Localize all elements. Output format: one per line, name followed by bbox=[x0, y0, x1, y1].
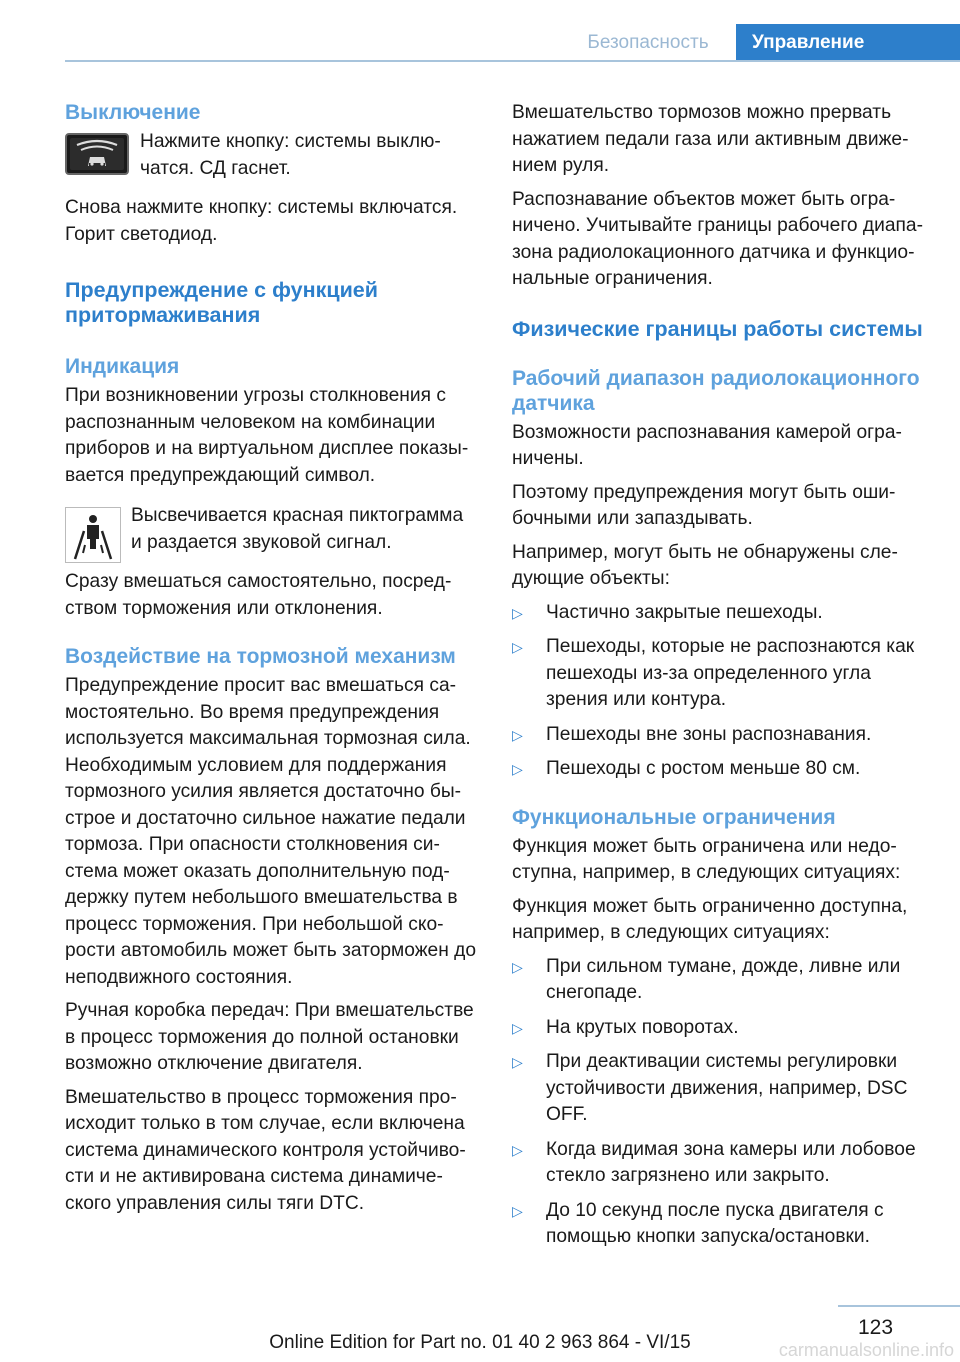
triangle-bullet-icon: ▷ bbox=[512, 761, 523, 777]
list-item: ▷ При деактивации системы регулировки устойчивости движения, например, DSC OFF. bbox=[512, 1051, 908, 1125]
range-paragraph-3: Например, могут быть не обнаружены следующие объекты: bbox=[512, 541, 898, 589]
collision-warning-button-icon bbox=[65, 133, 129, 175]
heading-indication: Индикация bbox=[65, 355, 180, 378]
heading-functional-limits: Функциональные ограничения bbox=[512, 805, 836, 829]
triangle-bullet-icon: ▷ bbox=[512, 726, 523, 743]
triangle-bullet-icon: ▷ bbox=[512, 1141, 523, 1158]
page-number-rule bbox=[838, 1305, 960, 1307]
heading-off: Выключение bbox=[65, 101, 201, 124]
off-text-2: Снова нажмите кнопку: системы включатся. Горит светодиод. bbox=[65, 197, 458, 245]
range-paragraph-1: Возможности распознавания камерой ограничены. bbox=[512, 421, 902, 469]
list-item: ▷ Пешеходы, которые не распознаются как пешеходы из-за определенного угла зрения или контура. bbox=[512, 636, 915, 710]
header-tab-safety: Безопасность bbox=[587, 32, 709, 53]
list-item: ▷ Когда видимая зона камеры или лобовое стекло загрязнено или закрыто. bbox=[512, 1138, 916, 1186]
intervene-text: Сразу вмешаться самостоятельно, посредством торможения или отклонения. bbox=[65, 571, 452, 619]
interrupt-text: Вмешательство тормозов можно прервать нажатием педали газа или активным движением руля. bbox=[512, 102, 909, 176]
button-icon-block bbox=[65, 129, 477, 185]
off-text: Нажмите кнопку: системы выключатся. СД гаснет. bbox=[140, 131, 441, 179]
situations-list bbox=[512, 954, 932, 1251]
objects-list bbox=[512, 600, 932, 783]
range-paragraph-2: Поэтому предупреждения могут быть ошибочными или запаздывать. bbox=[512, 481, 896, 529]
list-item: ▷ До 10 секунд после пуска двигателя с помощью кнопки запуска/остановки. bbox=[512, 1199, 884, 1247]
list-item: ▷ Пешеходы вне зоны распознавания. bbox=[512, 722, 932, 749]
functional-paragraph-1: Функция может быть ограничена или недоступна, например, в следующих ситуациях: bbox=[512, 835, 901, 883]
left-column bbox=[65, 100, 477, 1224]
indication-text: При возникновении угрозы столкновения с распознанным человеком на комбинации приборов и на виртуальном дисплее показывается предупреждающий символ. bbox=[65, 385, 469, 486]
heading-physical-limits: Физические границы работы системы bbox=[512, 316, 923, 341]
brake-paragraph-1: Предупреждение просит вас вмешаться самостоятельно. Во время предупреждения используется максимальная тормозная сила. Необходимым условием для поддержания тормозного усилия является достаточно быстрое и достаточно сильное нажатие педали тормоза. При опасности столкновения система может оказать дополнительную поддержку путем небольшого вмешательства в процесс торможения. При небольшой скорости автомобиль может быть заторможен до неподвижного состояния. bbox=[65, 675, 476, 988]
list-item: ▷ При сильном тумане, дожде, ливне или снегопаде. bbox=[512, 955, 901, 1003]
functional-paragraph-2: Функция может быть ограниченно доступна, например, в следующих ситуациях: bbox=[512, 895, 908, 943]
brake-paragraph-2: Ручная коробка передач: При вмешательстве в процесс торможения до полной остановки возможно отключение двигателя. bbox=[65, 1000, 474, 1074]
header-rule bbox=[65, 60, 960, 62]
triangle-bullet-icon: ▷ bbox=[512, 639, 523, 655]
list-item: ▷ На крутых поворотах. bbox=[512, 1015, 932, 1042]
triangle-bullet-icon: ▷ bbox=[512, 604, 523, 621]
header-tab-control: Управление bbox=[736, 24, 960, 62]
triangle-bullet-icon: ▷ bbox=[512, 958, 523, 975]
triangle-bullet-icon: ▷ bbox=[512, 1202, 523, 1219]
brake-paragraph-3: Вмешательство в процесс торможения происходит только в том случае, если включена система динамического контроля устойчивости и не активирована система динамического управления силы тяги DTC. bbox=[65, 1086, 466, 1214]
list-item: ▷ Пешеходы с ростом меньше 80 см. bbox=[512, 756, 932, 783]
triangle-bullet-icon: ▷ bbox=[512, 1019, 523, 1036]
heading-sensor-range: Рабочий диапазон радиолокационного датчика bbox=[512, 366, 920, 415]
triangle-bullet-icon: ▷ bbox=[512, 1054, 523, 1070]
pedestrian-warning-icon bbox=[65, 507, 121, 563]
heading-brake-effect: Воздействие на тормозной механизм bbox=[65, 645, 456, 668]
right-column bbox=[512, 100, 932, 1259]
heading-warning-brake: Предупреждение с функцией притормаживания bbox=[65, 278, 378, 327]
recognition-text: Распознавание объектов может быть ограничено. Учитывайте границы рабочего диапазона радиолокационного датчика и функциональные ограничения. bbox=[512, 188, 923, 289]
pictogram-block bbox=[65, 503, 477, 559]
pictogram-text: Высвечивается красная пиктограмма и раздается звуковой сигнал. bbox=[131, 505, 464, 553]
footer-edition: Online Edition for Part no. 01 40 2 963 864 - VI/15 bbox=[269, 1332, 691, 1353]
watermark: carmanualsonline.info bbox=[778, 1340, 954, 1360]
list-item: ▷ Частично закрытые пешеходы. bbox=[512, 600, 932, 627]
page-number: 123 bbox=[858, 1316, 894, 1339]
